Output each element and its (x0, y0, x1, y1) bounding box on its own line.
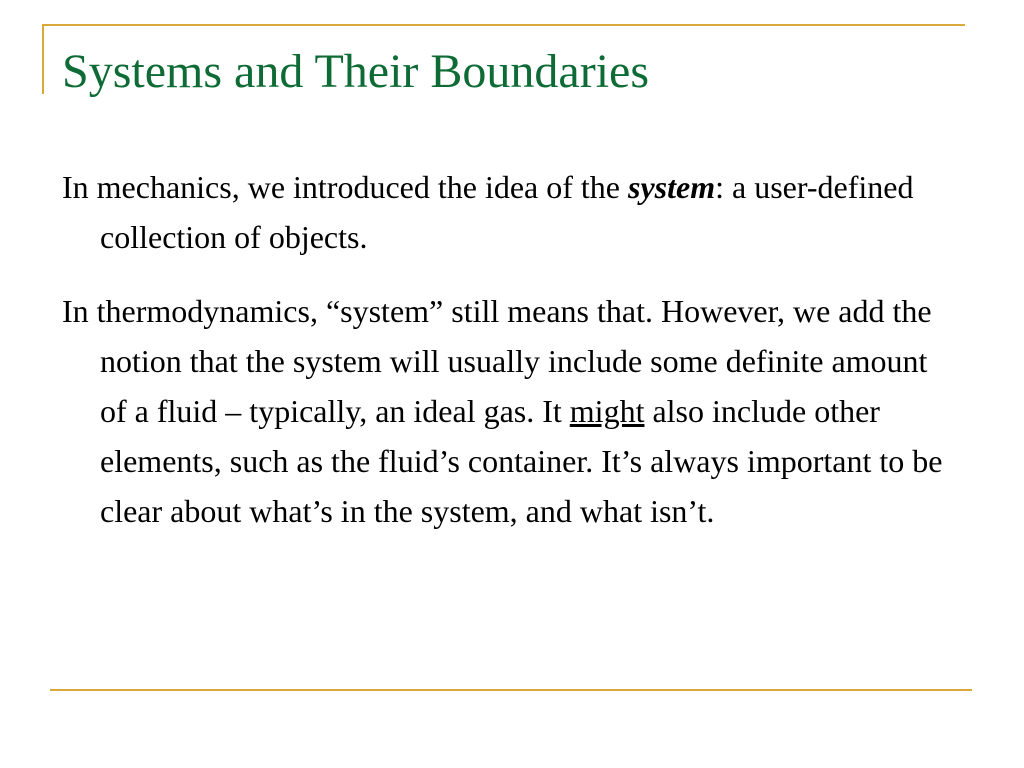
paragraph-thermodynamics-text-start: In thermodynamics, “system” still means that. However, we add the notion that the system will usually include some definite amount of a fluid – typically, an ideal gas. It (62, 293, 932, 429)
paragraph-mechanics-text-end: : a user-defined collection of objects. (100, 169, 914, 255)
left-accent-line (42, 24, 44, 94)
paragraph-thermodynamics (62, 286, 962, 536)
bottom-accent-line (50, 689, 972, 691)
paragraph-mechanics (62, 162, 962, 262)
paragraph-thermodynamics-text-end: also include other elements, such as the fluid’s container. It’s always important to be clear about what’s in the system, and what isn’t. (100, 393, 943, 529)
slide-body (62, 162, 962, 536)
paragraph-mechanics-text-start: In mechanics, we introduced the idea of the (62, 169, 628, 205)
system-emphasis: system (628, 169, 716, 205)
slide-title: Systems and Their Boundaries (62, 45, 650, 98)
might-underlined: might (569, 393, 645, 429)
top-accent-line (42, 24, 965, 26)
